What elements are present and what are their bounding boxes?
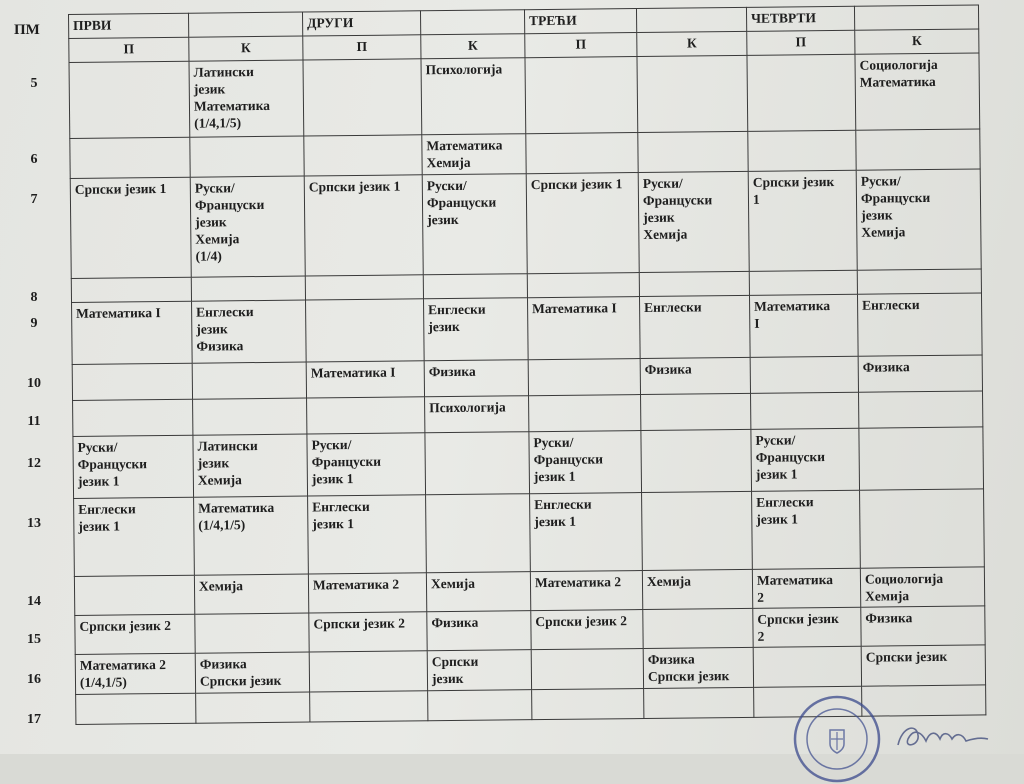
cell-text: језик 1 xyxy=(755,466,798,482)
schedule-cell xyxy=(304,135,422,176)
cell-text: Физика xyxy=(199,656,247,672)
schedule-cell xyxy=(860,489,985,568)
schedule-cell xyxy=(73,399,193,436)
cell-text: Српски језик xyxy=(757,610,839,627)
cell-text: Српски језик 1 xyxy=(530,176,623,193)
schedule-cell xyxy=(641,393,751,430)
cell-text: Енглески xyxy=(428,301,486,318)
cell-text: (1/4,1/5) xyxy=(79,674,127,690)
cell-text: Француски xyxy=(755,449,826,465)
cell-text: Француски xyxy=(642,192,713,208)
cell-text: језик 1 xyxy=(534,513,577,530)
schedule-cell xyxy=(747,54,856,131)
cell-text: Руски/ xyxy=(860,173,901,189)
cell-text: Француски xyxy=(194,196,265,213)
cell-text: Математика xyxy=(193,97,271,114)
cell-text: језик 1 xyxy=(77,473,120,489)
schedule-table xyxy=(68,4,986,725)
cell-text: Француски xyxy=(426,194,497,211)
schedule-cell xyxy=(427,650,531,691)
cell-text: Српски језик 1 xyxy=(308,178,401,195)
schedule-cell xyxy=(193,434,308,497)
schedule-cell xyxy=(639,271,749,296)
year-header-4: ЧЕТВРТИ xyxy=(746,6,854,31)
schedule-cell xyxy=(525,57,638,134)
cell-text: језик xyxy=(427,211,459,228)
schedule-cell xyxy=(859,391,983,428)
schedule-cell xyxy=(748,130,856,171)
cell-text: Математика xyxy=(754,298,831,314)
schedule-cell xyxy=(303,59,422,136)
year-header-2: ДРУГИ xyxy=(302,11,420,36)
cell-text: језик xyxy=(861,207,893,223)
schedule-cell xyxy=(749,270,857,295)
sub-header: П xyxy=(303,35,421,60)
schedule-cell xyxy=(422,134,526,175)
year-header-1: ПРВИ xyxy=(69,13,189,38)
table-row xyxy=(73,427,984,499)
sub-header: К xyxy=(855,29,979,54)
schedule-cell xyxy=(640,357,750,394)
schedule-cell xyxy=(639,295,750,358)
cell-text: Физика xyxy=(428,363,476,380)
cell-text: Хемија xyxy=(195,231,240,247)
cell-text: Физика xyxy=(647,651,695,667)
schedule-cell xyxy=(74,575,194,615)
schedule-cell xyxy=(753,646,861,687)
schedule-cell xyxy=(527,273,639,298)
schedule-cell xyxy=(528,359,640,396)
year-header-spacer xyxy=(636,7,746,32)
schedule-cell xyxy=(638,131,748,172)
schedule-cell xyxy=(196,692,310,723)
sub-header: К xyxy=(421,34,525,59)
year-header-3: ТРЕЋИ xyxy=(524,9,636,34)
cell-text: Физика xyxy=(865,610,913,626)
cell-text: Хемија xyxy=(643,226,688,242)
schedule-cell xyxy=(428,690,532,721)
schedule-cell xyxy=(70,177,191,278)
schedule-cell xyxy=(857,293,982,356)
table-row xyxy=(69,53,980,139)
cell-text: језик 1 xyxy=(533,468,576,485)
schedule-cell xyxy=(751,392,859,429)
row-number-label: 16 xyxy=(27,672,41,687)
year-header-spacer xyxy=(854,5,978,30)
pm-label: ПМ xyxy=(14,22,40,38)
year-header-spacer xyxy=(188,12,302,37)
schedule-cell xyxy=(304,175,423,276)
cell-text: Српски језик 2 xyxy=(79,617,172,634)
row-number-label: 13 xyxy=(27,516,41,531)
row-number-label: 12 xyxy=(27,456,41,471)
cell-text: Француски xyxy=(533,451,604,468)
cell-text: Математика xyxy=(198,499,275,516)
schedule-cell xyxy=(752,568,860,608)
schedule-cell xyxy=(69,61,190,138)
schedule-cell xyxy=(529,395,641,432)
schedule-cell xyxy=(426,494,531,573)
cell-text: Српски xyxy=(431,653,479,670)
cell-text: Руски/ xyxy=(755,432,796,448)
schedule-cell xyxy=(861,606,985,646)
schedule-cell xyxy=(858,355,982,392)
schedule-cell xyxy=(753,607,861,647)
cell-text: Француски xyxy=(77,456,148,472)
schedule-cell xyxy=(427,611,531,651)
schedule-cell xyxy=(861,645,985,686)
schedule-cell xyxy=(424,298,529,361)
cell-text: Српски језик 1 xyxy=(74,180,167,197)
cell-text: Српски језик xyxy=(647,668,730,684)
cell-text: Математика I xyxy=(532,300,617,317)
cell-text: 2 xyxy=(757,589,764,605)
cell-text: Хемија xyxy=(861,224,906,240)
schedule-cell xyxy=(643,647,753,688)
cell-text: Математика xyxy=(756,572,834,588)
schedule-cell xyxy=(190,176,305,277)
cell-text: Хемија xyxy=(646,573,692,589)
cell-text: I xyxy=(754,315,760,331)
schedule-cell xyxy=(531,649,643,690)
table-row xyxy=(72,293,983,365)
schedule-cell xyxy=(75,653,195,694)
cell-text: Математика 2 xyxy=(534,574,622,591)
schedule-cell xyxy=(195,652,309,693)
cell-text: Енглески xyxy=(78,501,136,517)
table-row xyxy=(70,169,981,279)
schedule-cell xyxy=(526,173,639,274)
schedule-cell xyxy=(192,300,307,363)
table-row xyxy=(74,489,985,577)
cell-text: Латински xyxy=(197,438,258,454)
schedule-cell xyxy=(309,651,427,692)
cell-text: Психологија xyxy=(429,399,506,416)
row-number-label: 6 xyxy=(30,152,38,167)
schedule-cell xyxy=(750,356,858,393)
cell-text: језик xyxy=(643,209,675,225)
row-number-label: 14 xyxy=(27,594,41,609)
schedule-cell xyxy=(76,693,196,724)
schedule-cell xyxy=(193,398,307,435)
cell-text: Енглески xyxy=(312,498,370,515)
cell-text: језик xyxy=(193,81,226,97)
cell-text: Енглески xyxy=(534,496,592,513)
schedule-cell xyxy=(642,569,752,609)
cell-text: Социологија xyxy=(859,56,938,73)
cell-text: (1/4,1/5) xyxy=(194,115,242,131)
schedule-cell xyxy=(526,133,638,174)
cell-text: Физика xyxy=(644,361,692,377)
row-number-label: 8 xyxy=(30,290,38,305)
schedule-cell xyxy=(856,169,981,270)
schedule-cell xyxy=(192,362,306,399)
row-number-label: 5 xyxy=(30,76,38,91)
cell-text: Руски/ xyxy=(311,437,352,453)
schedule-cell xyxy=(859,427,984,490)
schedule-cell xyxy=(644,687,754,718)
schedule-cell xyxy=(309,612,427,652)
row-number-label: 9 xyxy=(30,316,38,331)
schedule-cell xyxy=(527,297,640,360)
cell-text: језик 1 xyxy=(311,471,354,487)
official-seal xyxy=(792,694,882,784)
cell-text: (1/4,1/5) xyxy=(198,517,246,533)
schedule-cell xyxy=(532,689,644,720)
schedule-cell xyxy=(194,574,308,614)
schedule-cell xyxy=(749,294,858,357)
schedule-cell xyxy=(75,614,195,654)
row-number-label: 11 xyxy=(27,414,41,429)
schedule-cell xyxy=(308,573,426,613)
cell-text: језик 1 xyxy=(756,511,799,527)
cell-text: Енглески xyxy=(644,299,702,315)
schedule-cell xyxy=(71,277,191,302)
cell-text: језик xyxy=(431,670,464,687)
schedule-cell xyxy=(860,567,984,607)
cell-text: Математика xyxy=(426,137,503,154)
cell-text: Физика xyxy=(196,338,244,354)
cell-text: Социологија xyxy=(864,570,944,587)
cell-text: Хемија xyxy=(430,575,476,592)
schedule-cell xyxy=(72,363,192,400)
cell-text: Енглески xyxy=(756,494,814,510)
schedule-cell xyxy=(424,360,528,397)
schedule-cell xyxy=(751,428,860,491)
schedule-cell xyxy=(423,274,527,299)
schedule-cell xyxy=(305,275,423,300)
schedule-cell xyxy=(748,170,857,271)
row-number-label: 17 xyxy=(27,712,41,727)
cell-text: Енглески xyxy=(196,304,254,320)
schedule-cell xyxy=(638,171,749,272)
cell-text: Српски језик xyxy=(752,173,835,190)
cell-text: Француски xyxy=(860,189,931,206)
schedule-cell xyxy=(637,55,748,132)
cell-text: Психологија xyxy=(425,61,503,78)
year-header-spacer xyxy=(420,10,524,35)
schedule-cell xyxy=(189,60,304,137)
signature xyxy=(890,715,1010,755)
cell-text: језик xyxy=(197,455,230,471)
schedule-cell xyxy=(195,613,309,653)
schedule-cell xyxy=(308,495,427,574)
schedule-cell xyxy=(425,432,530,495)
sub-header: К xyxy=(189,36,303,61)
cell-text: (1/4) xyxy=(195,248,222,264)
row-number-label: 15 xyxy=(27,632,41,647)
cell-text: Физика xyxy=(431,614,479,631)
cell-text: Математика I xyxy=(76,305,161,321)
cell-text: Српски језик xyxy=(199,672,282,689)
cell-text: језик xyxy=(195,214,227,230)
schedule-cell xyxy=(530,493,643,572)
row-number-label: 10 xyxy=(27,376,41,391)
cell-text: Физика xyxy=(862,359,910,375)
schedule-cell xyxy=(74,497,195,576)
cell-text: Француски xyxy=(311,453,382,470)
cell-text: Српски језик 2 xyxy=(535,613,628,630)
schedule-cell xyxy=(72,301,193,364)
schedule-cell xyxy=(857,269,981,294)
cell-text: Хемија xyxy=(197,472,242,488)
cell-text: Руски/ xyxy=(194,180,235,196)
cell-text: Руски/ xyxy=(533,434,574,451)
schedule-cell xyxy=(190,136,304,177)
cell-text: језик 1 xyxy=(78,518,121,534)
cell-text: језик 1 xyxy=(312,516,355,532)
schedule-cell xyxy=(191,276,305,301)
cell-text: Руски/ xyxy=(426,177,467,194)
cell-text: 1 xyxy=(752,191,760,207)
cell-text: језик xyxy=(428,318,460,335)
schedule-cell xyxy=(307,433,426,496)
cell-text: Математика I xyxy=(310,364,396,381)
schedule-cell xyxy=(752,490,861,569)
sub-header: П xyxy=(69,37,189,62)
schedule-cell xyxy=(426,572,530,612)
cell-text: Српски језик xyxy=(865,648,948,665)
cell-text: Хемија xyxy=(198,578,244,594)
schedule-cell xyxy=(422,174,527,275)
cell-text: Руски/ xyxy=(77,439,118,455)
cell-text: Енглески xyxy=(862,297,920,313)
cell-text: Хемија xyxy=(865,588,910,604)
schedule-cell xyxy=(531,610,643,650)
schedule-cell xyxy=(73,435,194,498)
schedule-cell xyxy=(306,299,425,362)
cell-text: Математика 2 xyxy=(312,576,400,593)
cell-text: Математика 2 xyxy=(79,657,167,673)
schedule-cell xyxy=(70,137,190,178)
sub-header: П xyxy=(525,33,637,58)
schedule-cell xyxy=(425,396,529,433)
schedule-cell xyxy=(194,496,309,575)
schedule-cell xyxy=(641,429,752,492)
cell-text: 2 xyxy=(757,628,765,644)
schedule-cell xyxy=(642,491,753,570)
schedule-cell xyxy=(421,58,526,135)
cell-text: Српски језик 2 xyxy=(313,615,406,632)
schedule-cell xyxy=(855,53,980,130)
cell-text: Руски/ xyxy=(642,175,683,191)
cell-text: Латински xyxy=(193,64,254,80)
schedule-cell xyxy=(530,571,642,611)
schedule-cell xyxy=(643,608,753,648)
cell-text: Математика xyxy=(859,73,936,90)
schedule-cell xyxy=(856,129,980,170)
cell-text: Хемија xyxy=(426,154,471,171)
schedule-cell xyxy=(310,691,428,722)
schedule-cell xyxy=(307,397,425,434)
schedule-body xyxy=(69,53,986,724)
row-number-label: 7 xyxy=(30,192,38,207)
sub-header: К xyxy=(637,31,747,56)
sub-header: П xyxy=(747,30,855,55)
cell-text: језик xyxy=(196,321,228,337)
schedule-cell xyxy=(306,361,424,398)
schedule-cell xyxy=(529,431,642,494)
